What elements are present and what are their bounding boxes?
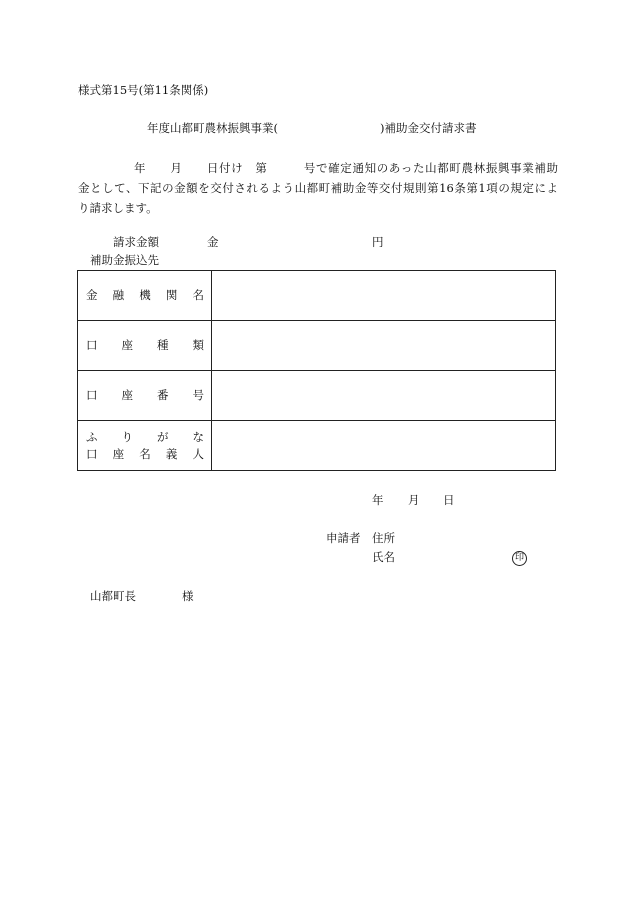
bank-section-label: 補助金振込先 <box>90 253 159 267</box>
date-day-label: 日 <box>443 493 455 507</box>
title-prefix: 年度山都町農林振興事業( <box>147 121 278 135</box>
recipient-honorific: 様 <box>182 589 194 603</box>
table-row <box>78 421 556 471</box>
recipient-title: 山都町長 <box>90 589 136 603</box>
applicant-label: 申請者 <box>326 531 361 545</box>
title-suffix: )補助金交付請求書 <box>380 121 477 135</box>
table-label-cell <box>78 271 212 321</box>
table-row <box>78 271 556 321</box>
address-label: 住所 <box>372 531 395 545</box>
furigana-label: ふりがな <box>86 429 204 444</box>
account-number-label: 口座番号 <box>86 388 204 402</box>
account-holder-field[interactable] <box>212 421 556 471</box>
amount-prefix: 金 <box>207 235 219 249</box>
amount-unit: 円 <box>372 235 384 249</box>
statement-line-2: 金として、下記の金額を交付されるよう山都町補助金等交付規則第16条第1項の規定によ <box>78 181 558 195</box>
date-month-label: 月 <box>408 493 420 507</box>
account-number-field[interactable] <box>212 371 556 421</box>
account-type-label: 口座種類 <box>86 338 204 352</box>
statement-line-3: り請求します。 <box>78 201 158 215</box>
request-amount-label: 請求金額 <box>113 235 159 249</box>
table-label-cell <box>78 421 212 471</box>
bank-name-field[interactable] <box>212 271 556 321</box>
table-label-cell <box>78 321 212 371</box>
seal-icon: 印 <box>512 551 527 566</box>
table-row <box>78 321 556 371</box>
name-label: 氏名 <box>372 550 395 564</box>
statement-line-1: 年 月 日付け 第 号で確定通知のあった山都町農林振興事業補助 <box>134 161 558 175</box>
table-label-cell <box>78 371 212 421</box>
bank-name-label: 金融機関名 <box>86 288 204 302</box>
account-holder-label: 口座名義人 <box>86 446 204 461</box>
account-type-field[interactable] <box>212 321 556 371</box>
table-row <box>78 371 556 421</box>
date-year-label: 年 <box>372 493 384 507</box>
request-statement <box>78 158 558 218</box>
form-number: 様式第15号(第11条関係) <box>78 83 209 97</box>
bank-account-table <box>77 270 556 471</box>
